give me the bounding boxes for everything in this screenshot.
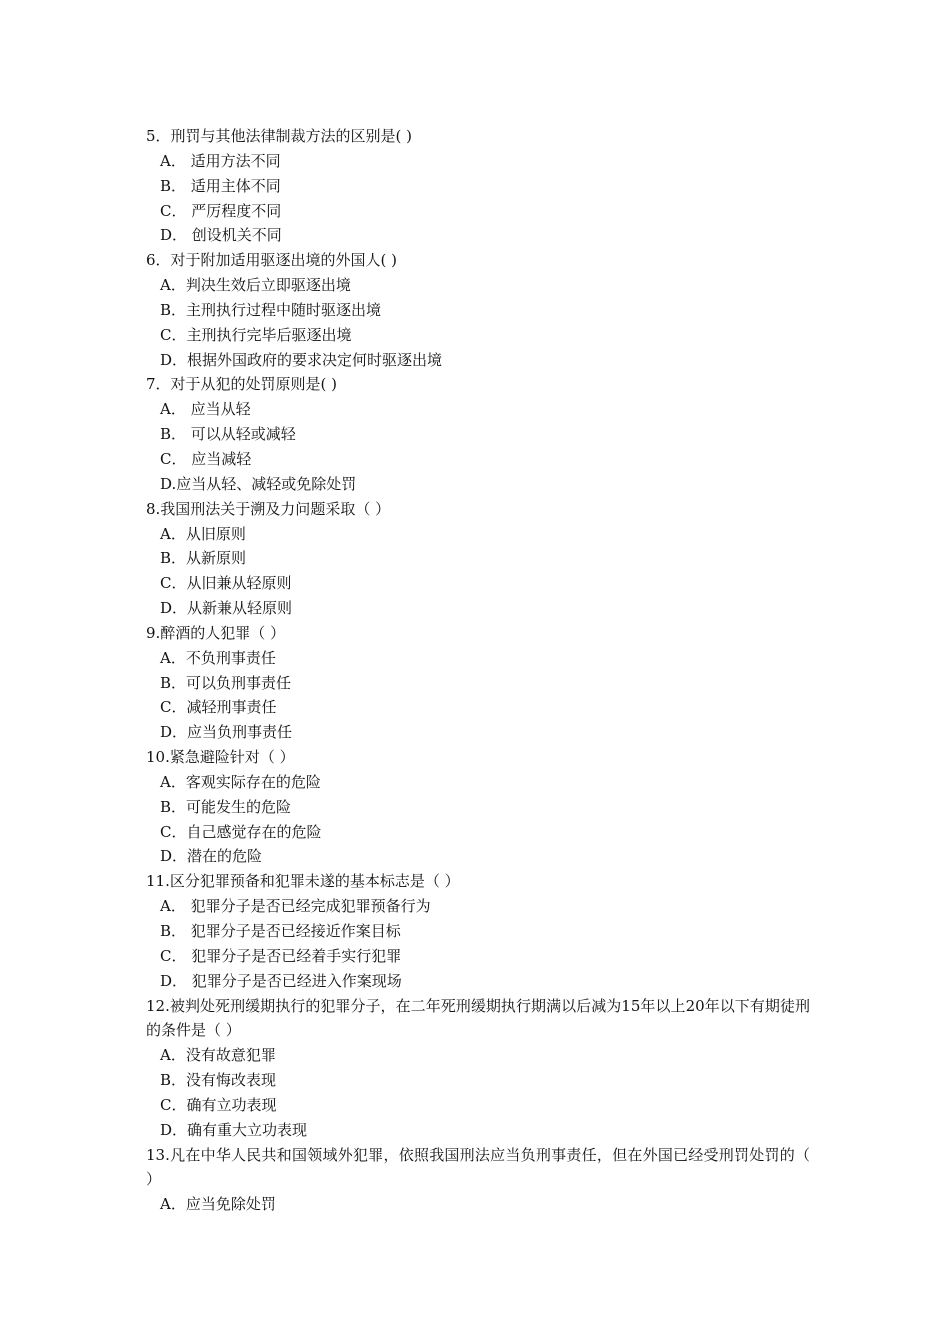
- question-5-option-d: D． 创设机关不同: [160, 226, 282, 245]
- question-10-option-c: C．自己感觉存在的危险: [160, 822, 322, 841]
- question-7-option-a: A． 应当从轻: [160, 400, 251, 419]
- question-9-stem: 9.醉酒的人犯罪（ ）: [146, 623, 286, 642]
- question-10-option-d: D．潜在的危险: [160, 847, 263, 866]
- question-11-option-a: A． 犯罪分子是否已经完成犯罪预备行为: [160, 897, 431, 916]
- question-11-option-b: B． 犯罪分子是否已经接近作案目标: [160, 922, 401, 940]
- question-5-option-c: C． 严厉程度不同: [160, 201, 282, 220]
- question-6-option-c: C．主刑执行完毕后驱逐出境: [160, 325, 352, 344]
- question-6-option-a: A．判决生效后立即驱逐出境: [160, 276, 351, 295]
- question-5-option-a: A． 适用方法不同: [160, 151, 281, 170]
- question-11-stem: 11.区分犯罪预备和犯罪未遂的基本标志是（ ）: [146, 872, 460, 891]
- question-9-option-b: B．可以负刑事责任: [160, 673, 292, 692]
- question-8-stem: 8.我国刑法关于溯及力问题采取（ ）: [146, 499, 391, 518]
- question-7-stem: 7．对于从犯的处罚原则是( ): [146, 375, 338, 394]
- question-9-option-a: A．不负刑事责任: [160, 648, 276, 667]
- question-list: [146, 124, 810, 1217]
- question-9-option-d: D．应当负刑事责任: [160, 723, 293, 742]
- question-8-option-b: B．从新原则: [160, 549, 247, 568]
- question-6-stem: 6．对于附加适用驱逐出境的外国人( ): [146, 251, 398, 270]
- question-12-option-c: C．确有立功表现: [160, 1095, 277, 1114]
- question-12-stem: 12.被判处死刑缓期执行的犯罪分子，在二年死刑缓期执行期满以后减为15年以上20年以下有期徒刑的条件是（ ）: [146, 996, 810, 1040]
- question-10-option-b: B．可能发生的危险: [160, 797, 292, 816]
- question-13-option-a: A．应当免除处罚: [160, 1195, 276, 1214]
- question-8-option-a: A．从旧原则: [160, 524, 246, 543]
- question-10-stem: 10.紧急避险针对（ ）: [146, 748, 295, 767]
- question-5-option-b: B． 适用主体不同: [160, 176, 281, 195]
- question-7-option-b: B． 可以从轻或减轻: [160, 425, 296, 444]
- question-7-option-c: C． 应当减轻: [160, 449, 252, 468]
- question-6-option-d: D．根据外国政府的要求决定何时驱逐出境: [160, 350, 443, 369]
- question-8-option-d: D．从新兼从轻原则: [160, 599, 293, 618]
- question-11-option-c: C． 犯罪分子是否已经着手实行犯罪: [160, 946, 402, 965]
- question-5-stem: 5．刑罚与其他法律制裁方法的区别是( ): [146, 127, 413, 145]
- question-6-option-b: B．主刑执行过程中随时驱逐出境: [160, 300, 382, 319]
- question-7-option-d: D.应当从轻、减轻或免除处罚: [160, 474, 357, 493]
- question-12-option-b: B．没有悔改表现: [160, 1071, 277, 1090]
- question-12-option-d: D．确有重大立功表现: [160, 1120, 308, 1139]
- question-13-stem: 13.凡在中华人民共和国领域外犯罪，依照我国刑法应当负刑事责任，但在外国已经受刑罚处罚的（ ）: [146, 1145, 810, 1189]
- question-10-option-a: A．客观实际存在的危险: [160, 772, 321, 791]
- question-9-option-c: C．减轻刑事责任: [160, 698, 277, 717]
- question-12-option-a: A．没有故意犯罪: [160, 1046, 276, 1065]
- question-11-option-d: D． 犯罪分子是否已经进入作案现场: [160, 971, 402, 990]
- question-8-option-c: C．从旧兼从轻原则: [160, 574, 292, 593]
